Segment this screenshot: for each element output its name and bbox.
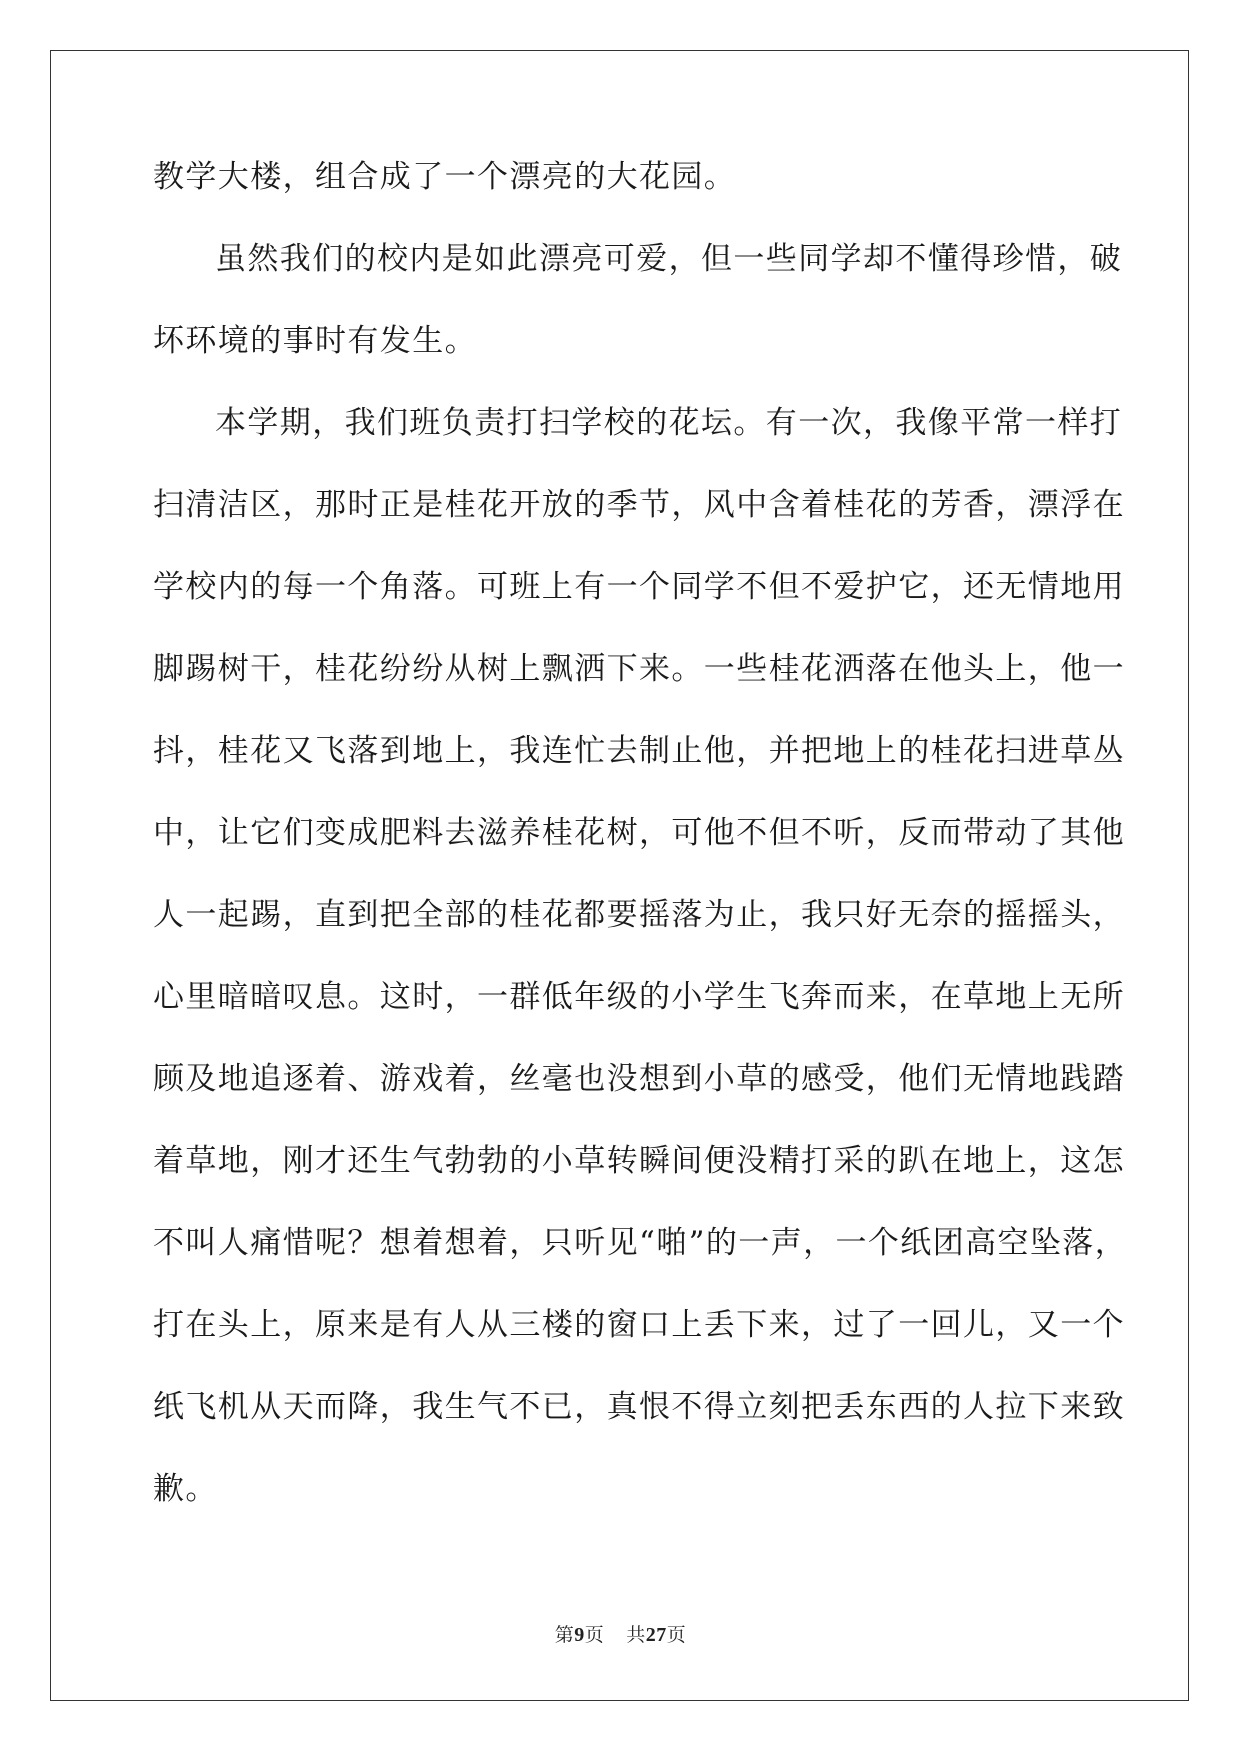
footer-page-total: 27 <box>645 1624 667 1646</box>
document-body <box>153 159 1128 1553</box>
text-line: 中，让它们变成肥料去滋养桂花树，可他不但不听，反而带动了其他 <box>153 815 1125 851</box>
footer-page-current: 9 <box>574 1624 585 1646</box>
footer-page-unit: 页 <box>584 1625 605 1646</box>
text-line: 人一起踢，直到把全部的桂花都要摇落为止，我只好无奈的摇摇头， <box>153 897 1125 933</box>
text-line: 着草地，刚才还生气勃勃的小草转瞬间便没精打采的趴在地上，这怎 <box>153 1143 1125 1179</box>
text-line: 不叫人痛惜呢？想着想着，只听见“啪”的一声，一个纸团高空坠落， <box>153 1225 1128 1261</box>
text-line: 抖，桂花又飞落到地上，我连忙去制止他，并把地上的桂花扫进草丛 <box>153 733 1125 769</box>
text-line: 歉。 <box>153 1471 218 1507</box>
text-line: 心里暗暗叹息。这时，一群低年级的小学生飞奔而来，在草地上无所 <box>153 979 1125 1015</box>
text-line: 学校内的每一个角落。可班上有一个同学不但不爱护它，还无情地用 <box>153 569 1125 605</box>
text-line: 纸飞机从天而降，我生气不已，真恨不得立刻把丢东西的人拉下来致 <box>153 1389 1125 1425</box>
text-line: 顾及地追逐着、游戏着，丝毫也没想到小草的感受，他们无情地践踏 <box>153 1061 1125 1097</box>
text-line: 打在头上，原来是有人从三楼的窗口上丢下来，过了一回儿，又一个 <box>153 1307 1125 1343</box>
text-line: 扫清洁区，那时正是桂花开放的季节，风中含着桂花的芳香，漂浮在 <box>153 487 1125 523</box>
page-footer <box>0 1620 1241 1647</box>
footer-total-unit: 页 <box>666 1625 687 1646</box>
text-line: 本学期，我们班负责打扫学校的花坛。有一次，我像平常一样打 <box>215 405 1123 441</box>
text-line: 虽然我们的校内是如此漂亮可爱，但一些同学却不懂得珍惜，破 <box>215 241 1123 277</box>
footer-total-prefix: 共 <box>626 1625 646 1646</box>
text-line: 脚踢树干，桂花纷纷从树上飘洒下来。一些桂花洒落在他头上，他一 <box>153 651 1125 687</box>
text-line: 教学大楼，组合成了一个漂亮的大花园。 <box>153 159 737 195</box>
footer-page-prefix: 第 <box>554 1625 575 1646</box>
text-line: 坏环境的事时有发生。 <box>153 323 477 359</box>
